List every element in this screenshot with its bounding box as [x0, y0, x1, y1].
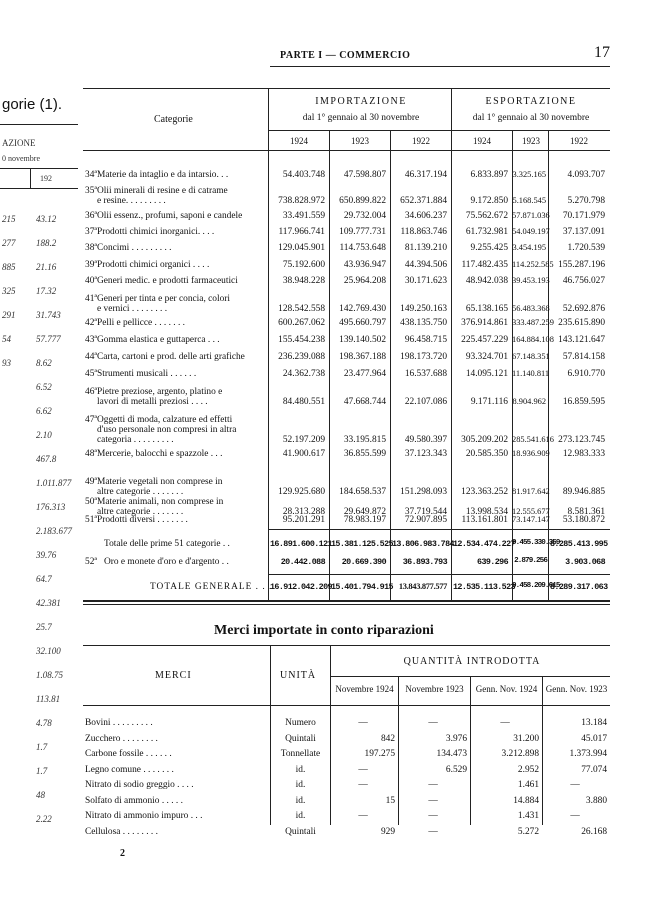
table1-cell: 6.910.770	[567, 369, 605, 379]
col-esportazione: ESPORTAZIONE	[485, 96, 577, 107]
table2-cell: —	[570, 811, 580, 821]
table1-cell: 93.324.701	[465, 352, 508, 362]
category-number: 39ª	[85, 260, 97, 270]
table1-cell: 16.859.595	[562, 397, 605, 407]
category-number: 48ª	[85, 449, 97, 459]
table1-cell: 129.045.901	[278, 243, 325, 253]
table2-cell: 197.275	[364, 749, 395, 759]
merce-label: Nitrato di sodio greggio . . . .	[85, 780, 194, 790]
fragment-subsub: 0 novembre	[2, 154, 40, 163]
table1-cell: 143.121.647	[558, 335, 605, 345]
table2-title: Merci importate in conto riparazioni	[214, 623, 434, 638]
category-number: 46ª	[85, 387, 97, 397]
total-cell: 36.893.793	[402, 557, 447, 567]
table1-cell: 738.828.972	[278, 196, 325, 206]
total-label: Oro e monete d'oro e d'argento . .	[104, 557, 229, 567]
grand-total-label: TOTALE GENERALE . . .	[150, 582, 273, 592]
table2-cell: 3.212.898	[501, 749, 539, 759]
table2-cell: —	[570, 780, 580, 790]
table2-cell: —	[358, 780, 368, 790]
category-number: 49ª	[85, 477, 97, 487]
table1-cell: 95.201.291	[282, 515, 325, 525]
total-cell: 12.534.474.227	[453, 539, 515, 549]
table1-cell: 9.255.425	[470, 243, 508, 253]
table1-cell: 198.173.720	[400, 352, 447, 362]
table2-cell: 1.461	[517, 780, 539, 790]
table2-cell: 2.952	[517, 764, 539, 775]
table1-cell: 13.998.534	[465, 507, 508, 517]
table2-cell: —	[500, 718, 510, 728]
fragment-cell: 93	[2, 358, 11, 368]
table1-cell: 4.093.707	[567, 170, 605, 180]
unita-label: id.	[295, 811, 306, 821]
table1-cell: 81.917.642	[512, 487, 550, 496]
table1-cell: 225.457.229	[461, 335, 508, 345]
table1-cell: 54.049.197	[512, 227, 550, 236]
table1-cell: 73.147.147	[512, 515, 550, 524]
table1-cell: 37.137.091	[562, 227, 605, 237]
total-cell: 3.903.068	[565, 557, 605, 567]
table1-cell: 96.458.715	[404, 335, 447, 345]
col-merci: MERCI	[155, 670, 192, 681]
fragment-cell: 2.10	[36, 430, 52, 440]
table2-cell: 14.884	[513, 795, 539, 806]
table2-cell: —	[428, 795, 438, 806]
table1-cell: 78.983.197	[343, 515, 386, 525]
category-label: Pietre preziose, argento, platino e	[97, 387, 223, 397]
fragment-cell: 1.7	[36, 742, 48, 752]
category-number: 36ª	[85, 211, 97, 221]
table1-cell: 89.946.885	[562, 487, 605, 497]
table1-cell: 6.833.897	[470, 170, 508, 180]
col-categorie: Categorie	[154, 114, 193, 125]
table1-cell: 47.668.744	[343, 397, 386, 407]
fragment-cell: 176.313	[36, 502, 66, 512]
category-label: Prodotti chimici organici . . . .	[97, 260, 210, 270]
total-label: Totale delle prime 51 categorie . .	[104, 539, 230, 549]
table1-cell: 70.171.979	[562, 211, 605, 221]
unita-label: id.	[295, 795, 306, 806]
category-number: 50ª	[85, 497, 97, 507]
fragment-cell: 4.78	[36, 718, 52, 728]
table1-cell: 75.192.600	[282, 260, 325, 270]
table2-cell: 6.529	[445, 764, 467, 775]
table2-cell: 3.976	[445, 733, 467, 744]
fragment-cell: 2.22	[36, 814, 52, 824]
grand-total-cell: 8.289.317.063	[550, 582, 608, 592]
table1-cell: 28.313.288	[282, 507, 325, 517]
table1-cell: 652.371.884	[400, 196, 447, 206]
table1-cell: 29.732.004	[343, 211, 386, 221]
fragment-cell: 188.2	[36, 238, 57, 248]
category-label: Gomma elastica e guttaperca . . .	[97, 335, 220, 345]
table1-cell: 30.171.623	[404, 276, 447, 286]
table1-cell: 600.267.062	[278, 318, 325, 328]
table1-cell: 25.964.208	[343, 276, 386, 286]
fragment-cell: 42.381	[36, 598, 61, 608]
total-cell: 20.669.390	[341, 557, 386, 567]
table1-cell: 49.580.397	[404, 435, 447, 445]
fragment-cell: 31.743	[36, 310, 61, 320]
fragment-cell: 885	[2, 262, 16, 272]
fragment-cell: 1.011.877	[36, 478, 72, 488]
table1-cell: 37.123.343	[404, 449, 447, 459]
fragment-cell: 32.100	[36, 646, 61, 656]
table1-cell: 650.899.822	[339, 196, 386, 206]
table1-cell: 155.287.196	[558, 260, 605, 270]
table2-cell: 1.373.994	[569, 749, 607, 759]
col-gn1923: Genn. Nov. 1923	[545, 684, 608, 694]
unita-label: Quintali	[285, 733, 316, 744]
table1-cell: 56.483.368	[512, 304, 550, 313]
merce-label: Legno comune . . . . . . .	[85, 764, 174, 775]
table2-cell: —	[428, 780, 438, 790]
merce-label: Carbone fossile . . . . . .	[85, 749, 172, 759]
total-cell: 15.381.125.525	[331, 539, 393, 549]
category-number: 45ª	[85, 369, 97, 379]
table1-cell: 38.948.228	[282, 276, 325, 286]
table1-cell: 5.270.798	[567, 196, 605, 206]
table1-cell: 84.480.551	[282, 397, 325, 407]
table1-cell: 36.855.599	[343, 449, 386, 459]
merce-label: Cellulosa . . . . . . . .	[85, 826, 158, 837]
table1-cell: 20.585.350	[465, 449, 508, 459]
table1-cell: 41.900.617	[282, 449, 325, 459]
table1-cell: 44.394.506	[404, 260, 447, 270]
table1-cell: 22.107.086	[404, 397, 447, 407]
category-label: categoria . . . . . . . . .	[97, 435, 174, 445]
total-cell: 2.879.256	[514, 557, 547, 565]
table1-cell: 75.562.672	[465, 211, 508, 221]
table2-cell: 3.880	[585, 795, 607, 806]
table1-cell: 128.542.558	[278, 304, 325, 314]
table1-cell: 3.325.165	[512, 170, 546, 179]
category-label: Pelli e pellicce . . . . . . .	[97, 318, 185, 328]
total-cell: 13.806.983.784	[392, 539, 454, 549]
table1-cell: 12.555.677	[512, 507, 550, 516]
table2-cell: 842	[380, 733, 395, 744]
fragment-cell: 54	[2, 334, 11, 344]
category-label: d'uso personale non compresi in altra	[97, 425, 237, 435]
fragment-cell: 39.76	[36, 550, 57, 560]
table1-cell: 438.135.750	[400, 318, 447, 328]
table1-cell: 29.649.872	[343, 507, 386, 517]
table2-cell: —	[358, 764, 368, 775]
table1-cell: 5.168.545	[512, 196, 546, 205]
fragment-cell: 6.62	[36, 406, 52, 416]
fragment-cell: 8.62	[36, 358, 52, 368]
col-nov1924: Novembre 1924	[335, 684, 394, 694]
table1-cell: 109.777.731	[339, 227, 386, 237]
table1-cell: 184.658.537	[339, 487, 386, 497]
table1-cell: 43.936.947	[343, 260, 386, 270]
fragment-col: 192	[40, 174, 52, 183]
table1-cell: 46.317.194	[404, 170, 447, 180]
category-number: 44ª	[85, 352, 97, 362]
merce-label: Nitrato di ammonio impuro . . .	[85, 811, 203, 821]
category-number: 34ª	[85, 170, 97, 180]
footer-mark: 2	[120, 848, 125, 859]
category-label: e resine. . . . . . . . .	[97, 196, 166, 206]
table1-cell: 39.453.193	[512, 276, 550, 285]
fragment-cell: 291	[2, 310, 16, 320]
table1-cell: 14.095.121	[465, 369, 508, 379]
fragment-cell: 277	[2, 238, 16, 248]
table1-cell: 67.148.351	[512, 352, 550, 361]
total-cell: 16.891.600.121	[270, 539, 332, 549]
fragment-cell: 64.7	[36, 574, 52, 584]
imp-year-1922: 1922	[412, 136, 430, 146]
exp-year-1922: 1922	[570, 136, 588, 146]
category-number: 37ª	[85, 227, 97, 237]
fragment-cell: 113.81	[36, 694, 61, 704]
table1-cell: 52.692.876	[562, 304, 605, 314]
fragment-cell: 467.8	[36, 454, 57, 464]
facing-page-fragment	[0, 0, 78, 900]
total-cell: 9.455.330.359	[512, 539, 560, 547]
grand-total-cell: 13.843.877.577	[398, 582, 447, 591]
table1-cell: 33.195.815	[343, 435, 386, 445]
fragment-cell: 325	[2, 286, 16, 296]
total-cell: 20.442.088	[280, 557, 325, 567]
fragment-cell: 2.183.677	[36, 526, 72, 536]
category-number: 43ª	[85, 335, 97, 345]
table1-cell: 155.454.238	[278, 335, 325, 345]
unita-label: Quintali	[285, 826, 316, 837]
table2-cell: 31.200	[513, 733, 539, 744]
category-number: 47ª	[85, 415, 97, 425]
fragment-title: gorie (1).	[2, 96, 63, 113]
table1-cell: 37.719.544	[404, 507, 447, 517]
table1-cell: 57.814.158	[562, 352, 605, 362]
table1-cell: 34.606.237	[404, 211, 447, 221]
table2-cell: —	[358, 811, 368, 821]
category-label: Materie animali, non comprese in	[97, 497, 224, 507]
table1-cell: 164.884.108	[512, 335, 554, 344]
table1-cell: 54.403.748	[282, 170, 325, 180]
category-label: Carta, cartoni e prod. delle arti grafiche	[97, 352, 245, 362]
fragment-cell: 17.32	[36, 286, 57, 296]
fragment-subheader: AZIONE	[2, 138, 36, 148]
table1-cell: 123.363.252	[461, 487, 508, 497]
table1-cell: 113.161.801	[461, 515, 508, 525]
exp-year-1924: 1924	[473, 136, 491, 146]
category-number: 51ª	[85, 515, 97, 525]
category-number: 35ª	[85, 186, 97, 196]
unita-label: Numero	[285, 718, 316, 728]
table2-cell: —	[358, 718, 368, 728]
col-unita: UNITÀ	[280, 670, 317, 681]
fragment-cell: 1.7	[36, 766, 48, 776]
table1-cell: 81.139.210	[404, 243, 447, 253]
table1-cell: 8.581.361	[567, 507, 605, 517]
table1-cell: 48.942.038	[465, 276, 508, 286]
table1-cell: 8.904.962	[512, 397, 546, 406]
category-label: e vernici . . . . . . . .	[97, 304, 168, 314]
header-rule	[270, 66, 610, 67]
table2-cell: 13.184	[581, 718, 607, 728]
table1-cell: 376.914.861	[461, 318, 508, 328]
col-quantita: QUANTITÀ INTRODOTTA	[403, 656, 541, 667]
table2-cell: —	[428, 811, 438, 821]
grand-total-cell: 16.912.042.209	[270, 582, 332, 592]
table2-cell: 134.473	[436, 749, 467, 759]
fragment-cell: 6.52	[36, 382, 52, 392]
category-label: Materie vegetali non comprese in	[97, 477, 223, 487]
table1-cell: 16.537.688	[404, 369, 447, 379]
table2-cell: 1.431	[517, 811, 539, 821]
table1-cell: 149.250.163	[400, 304, 447, 314]
export-period: dal 1° gennaio al 30 novembre	[472, 113, 590, 123]
category-label: Mercerie, balocchi e spazzole . . .	[97, 449, 223, 459]
table1-cell: 117.966.741	[278, 227, 325, 237]
fragment-cell: 43.12	[36, 214, 57, 224]
category-label: altre categorie . . . . . . .	[97, 507, 184, 517]
exp-year-1923: 1923	[522, 136, 540, 146]
table1-cell: 23.477.964	[343, 369, 386, 379]
total-cell: 8.285.413.995	[550, 539, 608, 549]
table1-cell: 33.491.559	[282, 211, 325, 221]
table1-cell: 114.753.648	[339, 243, 386, 253]
table2-cell: —	[428, 826, 438, 837]
category-label: Olii essenz., profumi, saponi e candele	[97, 211, 243, 221]
imp-year-1924: 1924	[290, 136, 308, 146]
table2-cell: 15	[385, 795, 395, 806]
table1-cell: 236.239.088	[278, 352, 325, 362]
category-number: 41ª	[85, 294, 97, 304]
table1-cell: 273.123.745	[558, 435, 605, 445]
category-label: Concimi . . . . . . . . .	[97, 243, 172, 253]
merce-label: Zucchero . . . . . . . .	[85, 733, 158, 744]
fragment-cell: 215	[2, 214, 16, 224]
table1-cell: 235.615.890	[558, 318, 605, 328]
category-label: Generi medic. e prodotti farmaceutici	[97, 276, 238, 286]
category-label: Prodotti chimici inorganici. . . .	[97, 227, 215, 237]
import-period: dal 1° gennaio al 30 novembre	[302, 113, 420, 123]
table1-cell: 46.756.027	[562, 276, 605, 286]
col-nov1923: Novembre 1923	[405, 684, 464, 694]
table1-cell: 333.487.259	[512, 318, 554, 327]
col-gn1924: Genn. Nov. 1924	[475, 684, 538, 694]
table1-cell: 142.769.430	[339, 304, 386, 314]
table2-cell: 45.017	[581, 733, 607, 744]
table1-cell: 198.367.188	[339, 352, 386, 362]
category-label: Oggetti di moda, calzature ed effetti	[97, 415, 233, 425]
page-number: 17	[594, 44, 610, 61]
table1-cell: 495.660.797	[339, 318, 386, 328]
table2-cell: —	[428, 718, 438, 728]
col-importazione: IMPORTAZIONE	[315, 96, 407, 107]
page-header: PARTE I — COMMERCIO	[280, 50, 411, 61]
fragment-cell: 1.08.75	[36, 670, 63, 680]
grand-total-cell: 9.458.209.615	[512, 582, 560, 590]
table1-cell: 129.925.680	[278, 487, 325, 497]
category-label: Prodotti diversi . . . . . . .	[97, 515, 188, 525]
unita-label: Tonnellate	[280, 749, 321, 759]
category-number: 40ª	[85, 276, 97, 286]
category-label: Strumenti musicali . . . . . .	[97, 369, 197, 379]
table1-cell: 24.362.738	[282, 369, 325, 379]
unita-label: id.	[295, 764, 306, 775]
category-label: Materie da intaglio e da intarsio. . .	[97, 170, 229, 180]
unita-label: id.	[295, 780, 306, 790]
total-cell: 639.296	[477, 557, 508, 567]
fragment-cell: 57.777	[36, 334, 61, 344]
merce-label: Solfato di ammonio . . . . .	[85, 795, 183, 806]
total-number: 52ª	[85, 557, 97, 567]
merce-label: Bovini . . . . . . . . .	[85, 718, 153, 728]
table2-cell: 26.168	[581, 826, 607, 837]
category-number: 42ª	[85, 318, 97, 328]
imp-year-1923: 1923	[351, 136, 369, 146]
category-label: Olii minerali di resine e di catrame	[97, 186, 228, 196]
category-label: altre categorie . . . . . . .	[97, 487, 184, 497]
table1-cell: 114.252.585	[512, 260, 554, 269]
fragment-cell: 25.7	[36, 622, 52, 632]
table1-cell: 285.541.616	[512, 435, 554, 444]
table1-cell: 151.298.093	[400, 487, 447, 497]
table2-cell: 929	[380, 826, 395, 837]
fragment-cell: 21.16	[36, 262, 57, 272]
category-label: Generi per tinta e per concia, colori	[97, 294, 231, 304]
table1-cell: 11.140.811	[512, 369, 550, 378]
table1-cell: 12.983.333	[562, 449, 605, 459]
fragment-cell: 48	[36, 790, 45, 800]
table1-cell: 53.180.872	[562, 515, 605, 525]
table1-cell: 9.172.850	[470, 196, 508, 206]
table1-cell: 52.197.209	[282, 435, 325, 445]
table1-cell: 118.863.746	[400, 227, 447, 237]
table1-cell: 18.936.909	[512, 449, 550, 458]
table1-cell: 1.720.539	[567, 243, 605, 253]
category-number: 38ª	[85, 243, 97, 253]
table1-cell: 117.482.435	[461, 260, 508, 270]
table1-cell: 3.454.195	[512, 243, 546, 252]
table2-cell: 5.272	[517, 826, 539, 837]
grand-total-cell: 15.401.794.915	[331, 582, 393, 592]
table1-cell: 139.140.502	[339, 335, 386, 345]
table1-cell: 61.732.981	[465, 227, 508, 237]
grand-total-cell: 12.535.113.523	[453, 582, 515, 592]
table2-cell: 77.074	[581, 764, 607, 775]
table1-cell: 47.598.807	[343, 170, 386, 180]
table1-cell: 57.871.036	[512, 211, 550, 220]
table1-cell: 65.138.165	[465, 304, 508, 314]
category-label: lavori di metalli preziosi . . . .	[97, 397, 208, 407]
table1-cell: 305.209.202	[461, 435, 508, 445]
table1-cell: 9.171.116	[470, 397, 508, 407]
table1-cell: 72.907.895	[404, 515, 447, 525]
